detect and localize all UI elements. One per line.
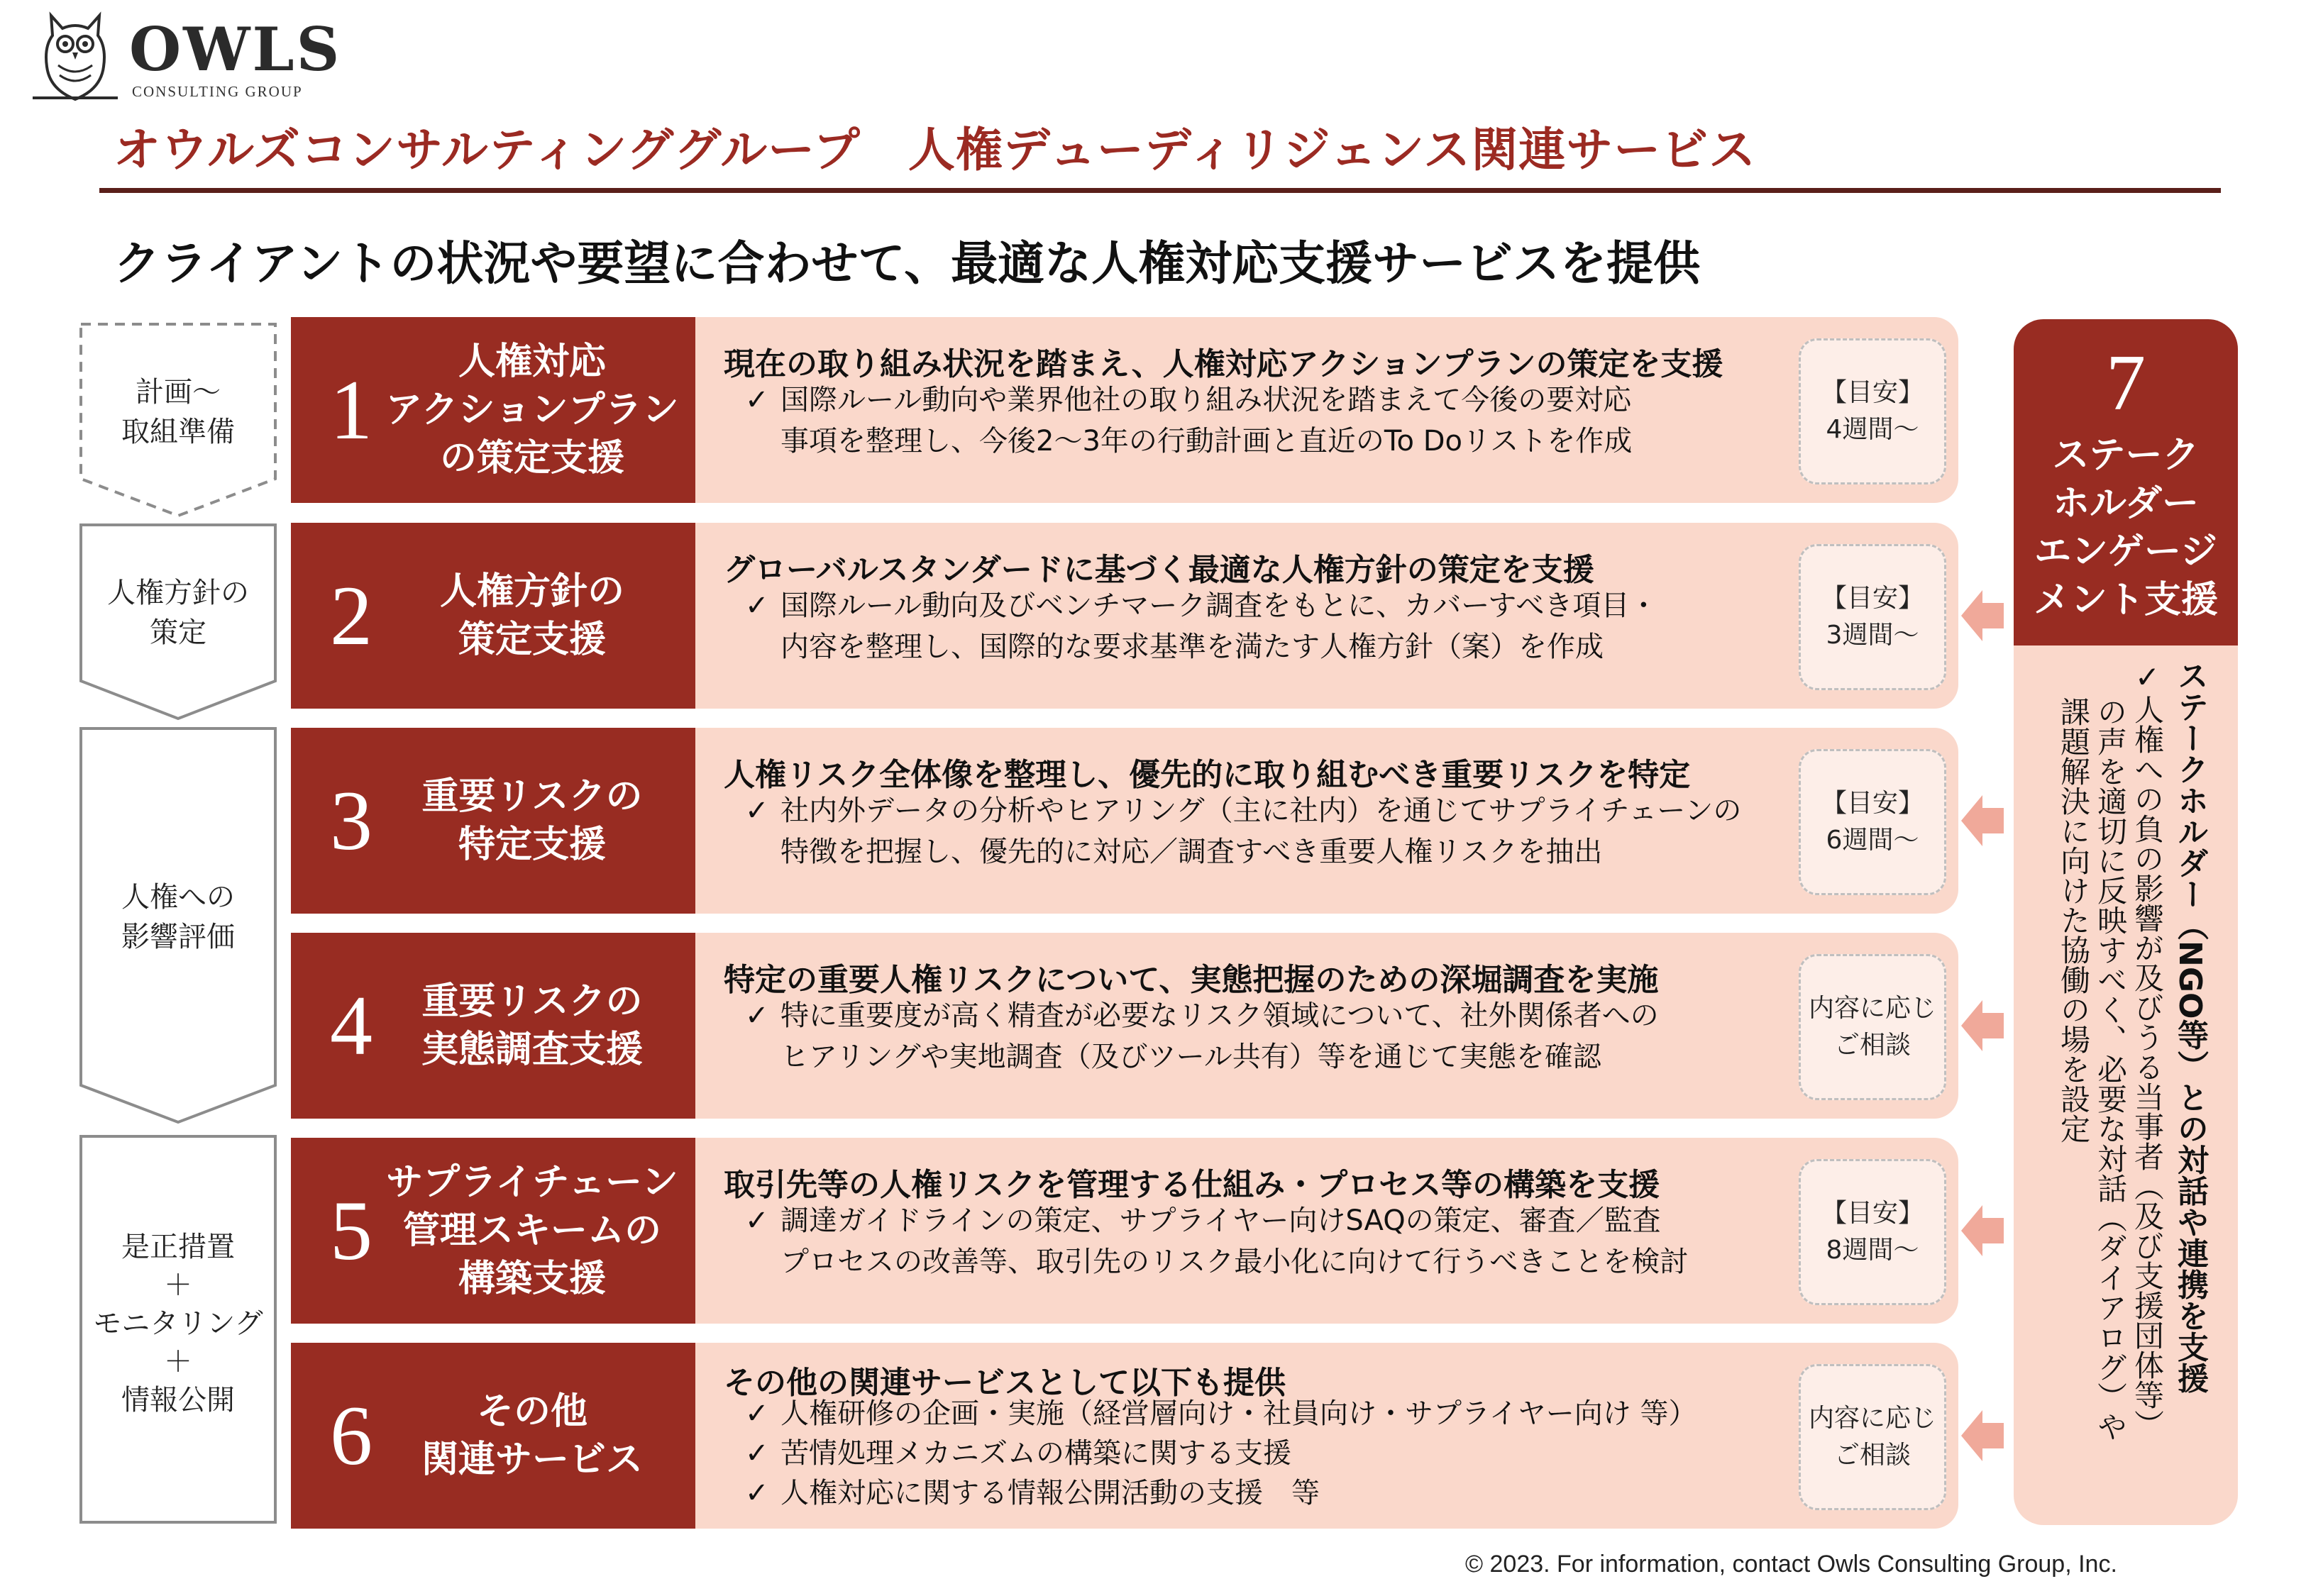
phase-planning [79,323,277,518]
phase-label: 人権への [121,881,235,914]
arrow-left-icon [1961,1204,2004,1258]
service-1-box [291,317,695,503]
copyright-footer: © 2023. For information, contact Owls Consulting Group, Inc. [1465,1551,2117,1578]
service-3-panel [695,728,1958,914]
service-headline: 取引先等の人権リスクを管理する仕組み・プロセス等の構築を支援 [724,1167,1660,1203]
duration-badge: 内容に応じ ご相談 [1799,954,1946,1100]
service-number: 6 [330,1388,373,1483]
arrow-left-icon [1961,794,2004,848]
duration-badge: 【目安】 8週間～ [1799,1159,1946,1305]
service-number: 1 [330,362,373,457]
page-subtitle: クライアントの状況や要望に合わせて、最適な人権対応支援サービスを提供 [114,236,1701,291]
service-title: ステーク ホルダー エンゲージ メント支援 [2033,434,2218,621]
service-title: サプライチェーン 管理スキームの 構築支援 [386,1161,678,1300]
phase-label: ＋ [164,1269,192,1302]
service-6-box [291,1343,695,1529]
duration-badge: 内容に応じ ご相談 [1799,1364,1946,1510]
check-icon: ✓ [745,1204,769,1237]
service-headline: その他の関連サービスとして以下も提供 [724,1365,1286,1401]
service-bullet-line: 課題解決に向けた協働の場を設定 [2056,697,2091,1143]
service-bullet-line: ✓人権への負の影響が及びうる当事者（及び支援団体等） [2130,660,2165,1439]
service-bullets: ✓ 国際ルール動向及びベンチマーク調査をもとに、カバーすべき項目・ 内容を整理し、国際的な要求基準を満たす人権方針（案）を作成 [745,585,1657,667]
service-bullets: ✓ 人権研修の企画・実施（経営層向け・社員向け・サプライヤー向け 等） ✓ 苦情処理メカニズムの構築に関する支援 ✓ 人権対応に関する情報公開活動の支援 等 [745,1394,1697,1513]
service-title: 人権対応 アクションプラン の策定支援 [385,340,679,480]
service-title: 重要リスクの 特定支援 [421,775,643,866]
service-headline: ステークホルダー（NGO等）との対話や連携を支援 [2172,660,2208,1394]
service-6-panel [695,1343,1958,1529]
service-5-panel [695,1138,1958,1324]
service-3-box [291,728,695,914]
phase-label: 情報公開 [121,1384,235,1417]
service-5-box [291,1138,695,1324]
service-headline: グローバルスタンダードに基づく最適な人権方針の策定を支援 [724,552,1594,588]
service-title: その他 関連サービス [421,1390,643,1481]
phase-label: 人権方針の [107,577,249,609]
service-4-panel [695,933,1958,1119]
service-bullets: ✓ 社内外データの分析やヒアリング（主に社内）を通じてサプライチェーンの 特徴を把握し、優先的に対応／調査すべき重要人権リスクを抽出 [745,790,1741,872]
arrow-left-icon [1961,589,2004,643]
brand-name: OWLS [129,14,342,84]
duration-badge: 【目安】 4週間～ [1799,338,1946,484]
phase-policy [79,523,277,721]
duration-badge: 【目安】 6週間～ [1799,749,1946,895]
phase-label: 計画～ [136,376,221,409]
brand-subname: CONSULTING GROUP [132,83,303,100]
check-icon: ✓ [745,589,769,622]
service-number: 3 [330,773,373,868]
check-icon: ✓ [745,794,769,827]
service-bullets: ✓ 調達ガイドラインの策定、サプライヤー向けSAQの策定、審査／監査 プロセスの改善等、取引先のリスク最小化に向けて行うべきことを検討 [745,1200,1688,1282]
service-number: 2 [330,568,373,663]
service-7-box [2014,319,2238,645]
phase-label: 影響評価 [121,921,235,953]
check-icon: ✓ [745,999,769,1032]
phase-label: ＋ [164,1346,192,1378]
service-bullet-line: の声を適切に反映すべく、必要な対話（ダイアログ）や [2093,697,2128,1441]
check-icon: ✓ [745,1437,769,1470]
service-headline: 現在の取り組み状況を踏まえ、人権対応アクションプランの策定を支援 [724,346,1723,382]
service-title: 重要リスクの 実態調査支援 [421,980,643,1071]
owl-logo-icon [30,10,121,104]
service-4-box [291,933,695,1119]
service-number: 7 [2106,339,2146,427]
service-number: 5 [330,1183,373,1278]
phase-impact-assessment [79,727,277,1124]
service-title: 人権方針の 策定支援 [439,570,624,661]
check-icon: ✓ [745,1477,769,1509]
arrow-left-icon [1961,1409,2004,1463]
check-icon: ✓ [745,384,769,416]
service-7-panel [2014,645,2238,1525]
phase-remediation [79,1135,277,1524]
phase-label: モニタリング [93,1307,263,1340]
page-title: オウルズコンサルティンググループ 人権デューディリジェンス関連サービス [114,123,1757,177]
duration-badge: 【目安】 3週間～ [1799,544,1946,690]
phase-label: 取組準備 [121,416,235,448]
service-headline: 特定の重要人権リスクについて、実態把握のための深堀調査を実施 [724,962,1659,998]
title-divider [99,188,2221,193]
phase-label: 是正措置 [121,1231,235,1263]
service-bullets: ✓ 特に重要度が高く精査が必要なリスク領域について、社外関係者への ヒアリングや実地調査（及びツール共有）等を通じて実態を確認 [745,995,1659,1077]
service-2-panel [695,523,1958,709]
service-bullets: ✓ 国際ルール動向や業界他社の取り組み状況を踏まえて今後の要対応 事項を整理し、今後2～3年の行動計画と直近のTo Doリストを作成 [745,379,1632,462]
check-icon: ✓ [745,1397,769,1430]
service-2-box [291,523,695,709]
service-headline: 人権リスク全体像を整理し、優先的に取り組むべき重要リスクを特定 [724,757,1691,793]
phase-label: 策定 [150,616,206,649]
arrow-left-icon [1961,999,2004,1053]
check-icon: ✓ [2130,660,2165,694]
service-number: 4 [330,978,373,1073]
service-1-panel [695,317,1958,503]
